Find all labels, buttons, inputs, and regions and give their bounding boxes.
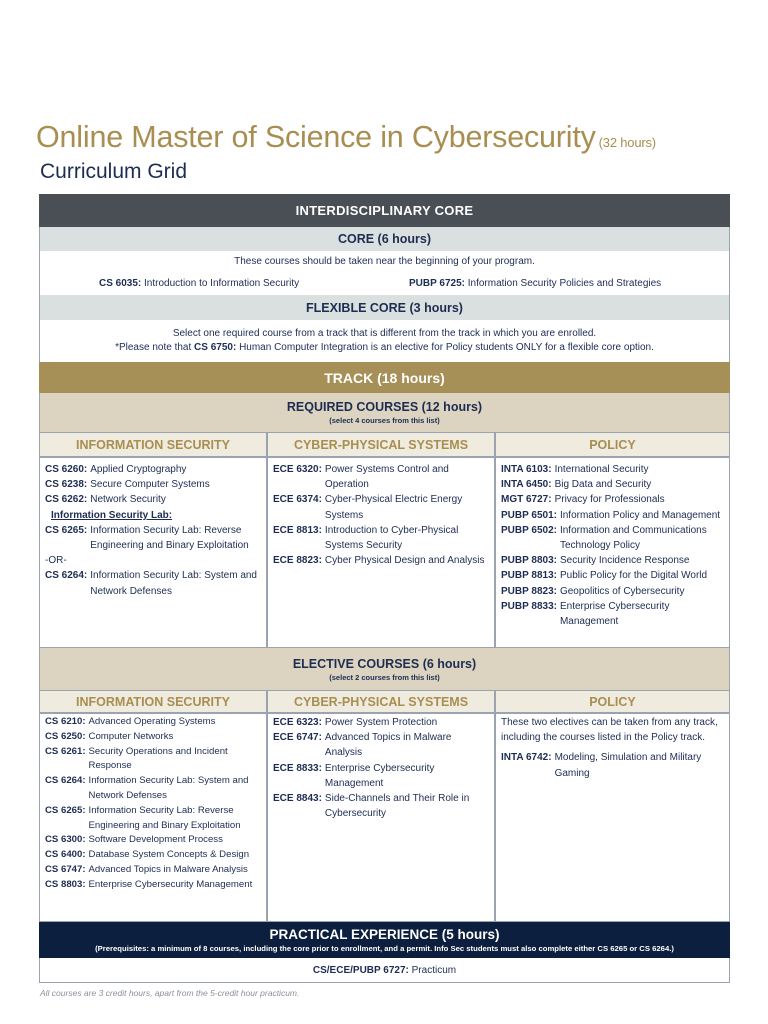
list-item: PUBP 8803: Security Incidence Response bbox=[501, 555, 690, 567]
list-item: PUBP 6502: Information and Communications Technology Policy bbox=[501, 524, 707, 552]
required-heading: REQUIRED COURSES (12 hours) bbox=[286, 400, 483, 414]
interdisciplinary-core-header: INTERDISCIPLINARY CORE bbox=[39, 194, 730, 227]
core-header: CORE (6 hours) bbox=[39, 227, 730, 251]
required-col-cps: CYBER-PHYSICAL SYSTEMS bbox=[267, 432, 495, 457]
list-item: ECE 6323: Power System Protection bbox=[273, 717, 438, 728]
flexible-core-header: FLEXIBLE CORE (3 hours) bbox=[39, 295, 730, 320]
core-courses bbox=[39, 271, 730, 295]
list-item: ECE 6374: Cyber-Physical Electric Energy Systems bbox=[273, 494, 463, 521]
elective-col-infosec: INFORMATION SECURITY bbox=[39, 690, 267, 713]
list-item: PUBP 8823: Geopolitics of Cybersecurity bbox=[501, 585, 685, 597]
practical-experience-header bbox=[39, 922, 730, 958]
page-title: Online Master of Science in Cybersecurity (32 hours) bbox=[36, 120, 656, 154]
list-item: CS 6264: Information Security Lab: System and Network Defenses bbox=[45, 570, 257, 597]
required-col-infosec: INFORMATION SECURITY bbox=[39, 432, 267, 457]
list-item: CS 8803: Enterprise Cybersecurity Management bbox=[45, 878, 253, 890]
list-item: ECE 6747: Advanced Topics in Malware Analysis bbox=[273, 732, 452, 759]
list-item: INTA 6103: International Security bbox=[501, 464, 649, 475]
list-item: ECE 8823: Cyber Physical Design and Analysis bbox=[273, 555, 485, 567]
list-item: PUBP 8833: Enterprise Cybersecurity Management bbox=[501, 600, 670, 628]
required-courses-header bbox=[39, 393, 730, 432]
list-item: PUBP 6501: Information Policy and Management bbox=[501, 509, 721, 521]
elective-sub: (select 2 courses from this list) bbox=[329, 672, 440, 682]
list-item: ECE 8813: Introduction to Cyber-Physical Systems Security bbox=[273, 524, 459, 552]
elective-policy-list bbox=[495, 713, 730, 922]
infosec-lab-label: Information Security Lab: bbox=[51, 509, 173, 521]
list-item: CS 6300: Software Development Process bbox=[45, 834, 223, 846]
page-subtitle: Curriculum Grid bbox=[40, 160, 188, 183]
list-item: MGT 6727: Privacy for Professionals bbox=[501, 494, 665, 506]
required-sub: (select 4 courses from this list) bbox=[329, 416, 440, 425]
required-policy-list bbox=[495, 457, 730, 648]
elective-courses-header bbox=[39, 648, 730, 690]
core-note: These courses should be taken near the beginning of your program. bbox=[39, 251, 730, 271]
practical-heading: PRACTICAL EXPERIENCE (5 hours) bbox=[269, 927, 500, 942]
track-header: TRACK (18 hours) bbox=[39, 362, 730, 393]
list-item: PUBP 8813: Public Policy for the Digital World bbox=[501, 570, 708, 582]
flexible-core-note bbox=[39, 320, 730, 362]
or-separator: -OR- bbox=[45, 555, 67, 567]
elective-infosec-list bbox=[39, 713, 267, 922]
list-item: CS 6264: Information Security Lab: System and Network Defenses bbox=[45, 775, 249, 801]
title-hours: (32 hours) bbox=[598, 135, 656, 150]
list-item: ECE 8843: Side-Channels and Their Role in Cybersecurity bbox=[273, 793, 470, 820]
elective-cps-list bbox=[267, 713, 495, 922]
elective-col-policy: POLICY bbox=[495, 690, 730, 713]
list-item: CS 6747: Advanced Topics in Malware Analysis bbox=[45, 863, 248, 875]
footnote: All courses are 3 credit hours, apart from the 5-credit hour practicum. bbox=[40, 988, 300, 998]
list-item: CS 6210: Advanced Operating Systems bbox=[45, 716, 216, 727]
list-item: CS 6400: Database System Concepts & Design bbox=[45, 849, 250, 861]
required-infosec-list bbox=[39, 457, 267, 648]
required-col-policy: POLICY bbox=[495, 432, 730, 457]
list-item: CS 6265: Information Security Lab: Reverse Engineering and Binary Exploitation bbox=[45, 804, 241, 831]
flexible-core-line-1: Select one required course from a track that is different from the track in which you are enrolled. bbox=[172, 328, 597, 339]
core-course-2: PUBP 6725: Information Security Policies and Strategies bbox=[409, 277, 662, 289]
list-item: CS 6265: Information Security Lab: Reverse Engineering and Binary Exploitation bbox=[45, 524, 249, 552]
required-cps-list bbox=[267, 457, 495, 648]
list-item: INTA 6742: Modeling, Simulation and Military Gaming bbox=[501, 752, 702, 779]
elective-col-cps: CYBER-PHYSICAL SYSTEMS bbox=[267, 690, 495, 713]
practicum-row bbox=[39, 958, 730, 983]
list-item: CS 6262: Network Security bbox=[45, 494, 166, 506]
elective-policy-note: These two electives can be taken from any track, including the courses listed in the Policy track. bbox=[501, 717, 718, 744]
practical-prerequisites: (Prerequisites: a minimum of 8 courses, including the core prior to enrollment, and a permit. Info Sec students must also complete either CS 6265 or CS 6264.) bbox=[95, 944, 674, 953]
list-item: CS 6238: Secure Computer Systems bbox=[45, 479, 210, 491]
list-item: ECE 8833: Enterprise Cybersecurity Management bbox=[273, 762, 435, 789]
list-item: CS 6250: Computer Networks bbox=[45, 730, 174, 742]
list-item: CS 6260: Applied Cryptography bbox=[45, 464, 187, 475]
elective-heading: ELECTIVE COURSES (6 hours) bbox=[292, 656, 477, 671]
flexible-core-line-2: *Please note that CS 6750: Human Computer Integration is an elective for Policy students ONLY for a flexible core option. bbox=[115, 342, 654, 353]
list-item: CS 6261: Security Operations and Incident Response bbox=[45, 745, 228, 772]
list-item: INTA 6450: Big Data and Security bbox=[501, 479, 652, 491]
core-course-1: CS 6035: Introduction to Information Security bbox=[99, 277, 300, 289]
list-item: ECE 6320: Power Systems Control and Operation bbox=[273, 464, 449, 491]
practicum-course: CS/ECE/PUBP 6727: Practicum bbox=[312, 964, 457, 976]
